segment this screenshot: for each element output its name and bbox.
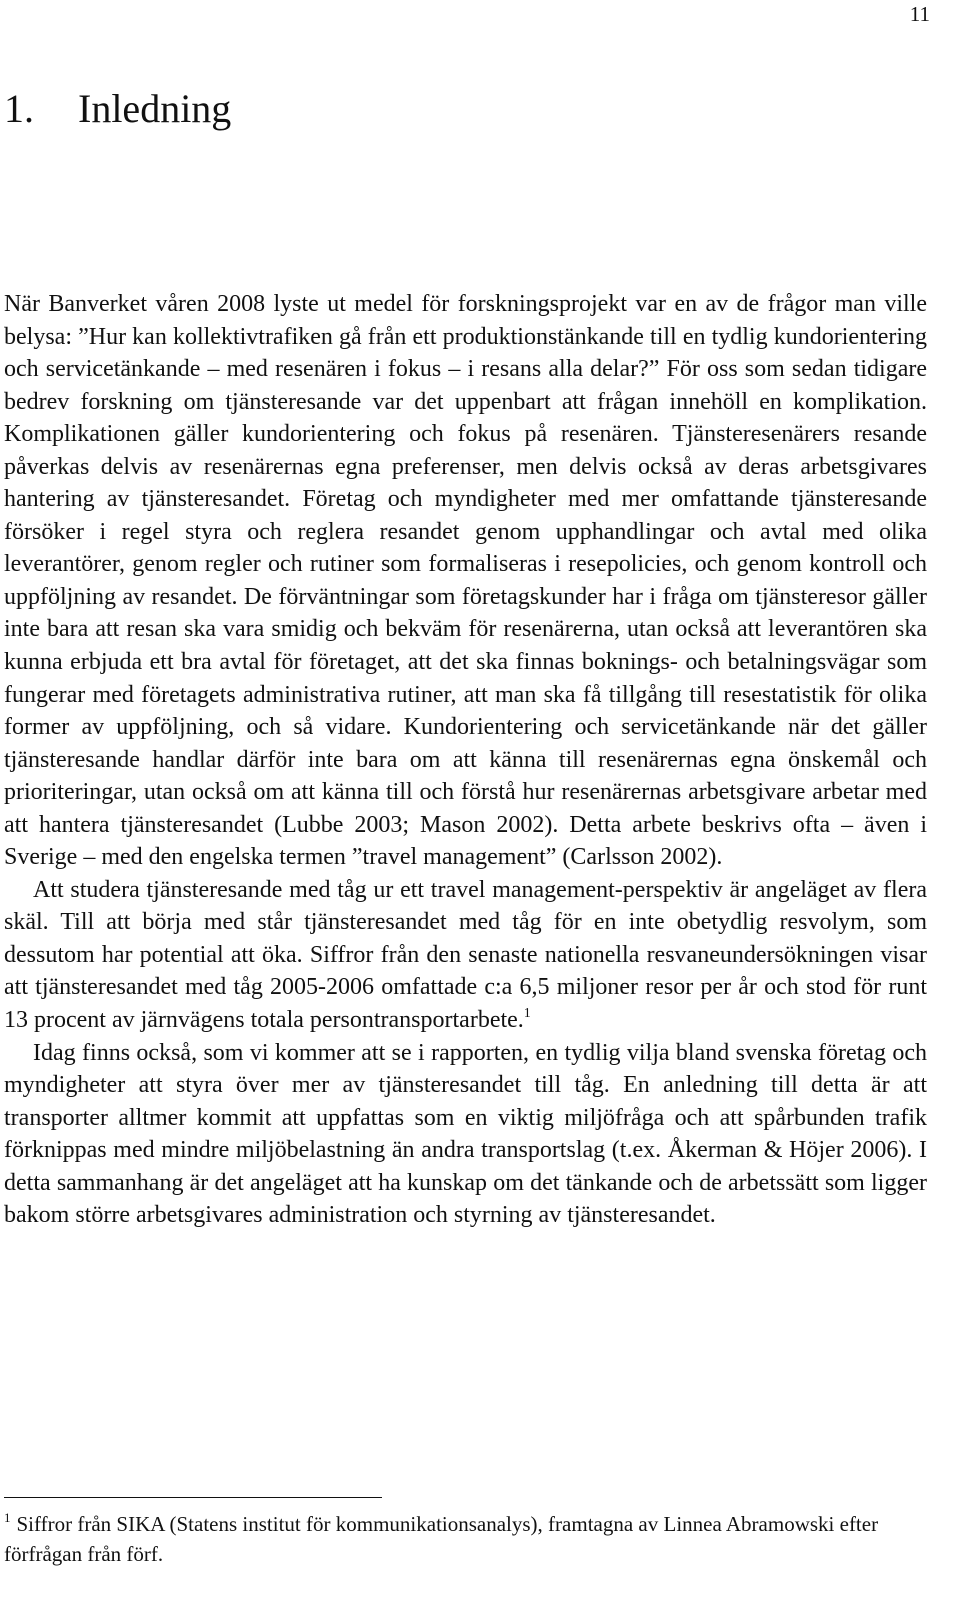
footnote [4,1509,927,1569]
chapter-title: Inledning [78,86,232,131]
chapter-heading [4,83,231,135]
paragraph-2-text: Att studera tjänsteresande med tåg ur ett travel management-perspektiv är angeläget av flera skäl. Till att börja med står tjänsteresandet med tåg för en inte obetydlig resvolym, som dessutom har potential att öka. Siffror från den senaste nationella resvaneundersökningen visar att tjänsteresandet med tåg 2005-2006 omfattade c:a 6,5 miljoner resor per år och stod för runt 13 procent av järnvägens totala persontransportarbete. [4,876,927,1034]
body-text [4,288,927,1232]
paragraph-2 [4,874,927,1037]
chapter-number: 1. [4,86,34,131]
paragraph-3: Idag finns också, som vi kommer att se i rapporten, en tydlig vilja bland svenska företag och myndigheter att styra över mer av tjänsteresandet till tåg. En anledning till detta är att transporter alltmer kommit att uppfattas som en viktig miljöfråga och att spårbunden trafik förknippas med mindre miljöbelastning än andra transportslag (t.ex. Åkerman & Höjer 2006). I detta sammanhang är det angeläget att ha kunskap om det tänkande och de arbetssätt som ligger bakom större arbetsgivares administration och styrning av tjänsteresandet. [4,1039,927,1229]
page-number: 11 [909,2,930,26]
paragraph-1: När Banverket våren 2008 lyste ut medel för forskningsprojekt var en av de frågor man ville belysa: ”Hur kan kollektivtrafiken gå från ett produktionstänkande till en tydlig kundorientering och servicetänkande – med resenären i fokus – i resans alla delar?” För oss som sedan tidigare bedrev forskning om tjänsteresande var det uppenbart att frågan innehöll en komplikation. Komplikationen gäller kundorientering och fokus på resenären. Tjänsteresenärers resande påverkas delvis av resenärernas egna preferenser, men delvis också av deras arbetsgivares hantering av tjänsteresandet. Företag och myndigheter med mer omfattande tjänsteresande försöker i regel styra och reglera resandet genom upphandlingar och avtal med olika leverantörer, genom regler och rutiner som formaliseras i resepolicies, och genom kontroll och uppföljning av resandet. De förväntningar som företagskunder har i fråga om tjänsteresor gäller inte bara att resan ska vara smidig och bekväm för resenärerna, utan också att leverantören ska kunna erbjuda ett bra avtal för företaget, att det ska finnas boknings- och betalningsvägar som fungerar med företagets administrativa rutiner, att man ska få tillgång till resestatistik för olika former av uppföljning, och så vidare. Kundorientering och servicetänkande när det gäller tjänsteresande handlar därför inte bara om att känna till resenärernas egna önskemål och prioriteringar, utan också om att känna till och förstå hur resenärernas arbetsgivare arbetar med att hantera tjänsteresandet (Lubbe 2003; Mason 2002). Detta arbete beskrivs ofta – även i Sverige – med den engelska termen ”travel management” (Carlsson 2002). [4,291,927,871]
footnote-reference: 1 [523,1006,531,1022]
footnote-mark: 1 [4,1510,11,1525]
footnote-text: Siffror från SIKA (Statens institut för kommunikationsanalys), framtagna av Linnea Abramowski efter förfrågan från förf. [4,1512,879,1566]
footnote-divider [4,1497,382,1498]
